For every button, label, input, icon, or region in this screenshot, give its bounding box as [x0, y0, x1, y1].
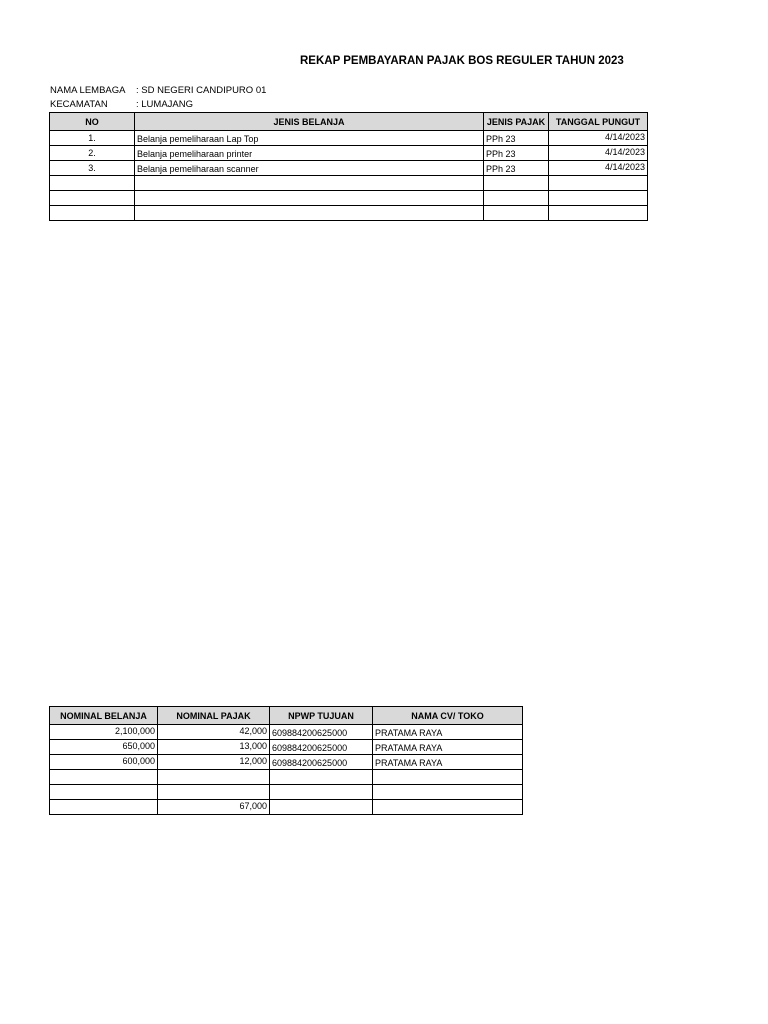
cell-nominal-belanja: 2,100,000	[50, 725, 158, 740]
table-row	[50, 176, 648, 191]
cell-no	[50, 176, 135, 191]
info-kecamatan	[50, 99, 193, 110]
cell-nominal-pajak	[158, 785, 270, 800]
page-title: REKAP PEMBAYARAN PAJAK BOS REGULER TAHUN 2023	[300, 55, 624, 67]
cell-npwp-tujuan	[270, 770, 373, 785]
header-jenis-pajak: JENIS PAJAK	[484, 113, 549, 131]
cell-npwp-tujuan: 609884200625000	[270, 725, 373, 740]
cell-jenis-pajak: PPh 23	[484, 146, 549, 161]
cell-nominal-belanja: 600,000	[50, 755, 158, 770]
tax-table-bottom	[49, 706, 523, 815]
cell-tanggal-pungut	[549, 176, 648, 191]
cell-no: 1.	[50, 131, 135, 146]
cell-npwp-tujuan	[270, 800, 373, 815]
cell-no	[50, 191, 135, 206]
cell-nama-cv-toko	[373, 800, 523, 815]
cell-nominal-pajak: 42,000	[158, 725, 270, 740]
cell-tanggal-pungut	[549, 191, 648, 206]
table-row	[50, 725, 523, 740]
cell-tanggal-pungut: 4/14/2023	[549, 161, 648, 176]
cell-nama-cv-toko: PRATAMA RAYA	[373, 755, 523, 770]
cell-jenis-pajak	[484, 176, 549, 191]
cell-nominal-belanja	[50, 785, 158, 800]
cell-npwp-tujuan: 609884200625000	[270, 740, 373, 755]
cell-no: 2.	[50, 146, 135, 161]
table-row	[50, 740, 523, 755]
kecamatan-label: KECAMATAN	[50, 99, 108, 110]
cell-nominal-pajak: 13,000	[158, 740, 270, 755]
cell-no	[50, 206, 135, 221]
cell-nominal-pajak: 12,000	[158, 755, 270, 770]
table-header-row	[50, 707, 523, 725]
cell-tanggal-pungut: 4/14/2023	[549, 131, 648, 146]
cell-jenis-belanja: Belanja pemeliharaan printer	[135, 146, 484, 161]
table-row	[50, 755, 523, 770]
cell-tanggal-pungut: 4/14/2023	[549, 146, 648, 161]
header-jenis-belanja: JENIS BELANJA	[135, 113, 484, 131]
total-nominal-pajak: 67,000	[158, 800, 270, 815]
cell-nominal-belanja	[50, 770, 158, 785]
cell-nama-cv-toko	[373, 785, 523, 800]
cell-nominal-belanja	[50, 800, 158, 815]
table-total-row	[50, 800, 523, 815]
cell-jenis-belanja	[135, 206, 484, 221]
cell-jenis-belanja	[135, 191, 484, 206]
table-row	[50, 206, 648, 221]
table-header-row	[50, 113, 648, 131]
cell-no: 3.	[50, 161, 135, 176]
kecamatan-value: : LUMAJANG	[136, 99, 194, 110]
header-npwp-tujuan: NPWP TUJUAN	[270, 707, 373, 725]
table-row	[50, 161, 648, 176]
cell-jenis-pajak: PPh 23	[484, 131, 549, 146]
header-nominal-belanja: NOMINAL BELANJA	[50, 707, 158, 725]
cell-jenis-pajak: PPh 23	[484, 161, 549, 176]
cell-jenis-belanja: Belanja pemeliharaan scanner	[135, 161, 484, 176]
cell-nama-cv-toko: PRATAMA RAYA	[373, 740, 523, 755]
header-nominal-pajak: NOMINAL PAJAK	[158, 707, 270, 725]
cell-jenis-pajak	[484, 206, 549, 221]
cell-jenis-belanja	[135, 176, 484, 191]
cell-npwp-tujuan	[270, 785, 373, 800]
nama-lembaga-label: NAMA LEMBAGA	[50, 85, 126, 96]
table-row	[50, 191, 648, 206]
tax-table-top	[49, 112, 648, 221]
cell-npwp-tujuan: 609884200625000	[270, 755, 373, 770]
table-row	[50, 785, 523, 800]
cell-nama-cv-toko	[373, 770, 523, 785]
table-row	[50, 131, 648, 146]
header-tanggal-pungut: TANGGAL PUNGUT	[549, 113, 648, 131]
header-nama-cv-toko: NAMA CV/ TOKO	[373, 707, 523, 725]
cell-nama-cv-toko: PRATAMA RAYA	[373, 725, 523, 740]
cell-nominal-belanja: 650,000	[50, 740, 158, 755]
cell-nominal-pajak	[158, 770, 270, 785]
cell-jenis-pajak	[484, 191, 549, 206]
table-row	[50, 770, 523, 785]
table-row	[50, 146, 648, 161]
cell-tanggal-pungut	[549, 206, 648, 221]
info-nama-lembaga	[50, 85, 266, 96]
header-no: NO	[50, 113, 135, 131]
cell-jenis-belanja: Belanja pemeliharaan Lap Top	[135, 131, 484, 146]
nama-lembaga-value: : SD NEGERI CANDIPURO 01	[136, 85, 267, 96]
